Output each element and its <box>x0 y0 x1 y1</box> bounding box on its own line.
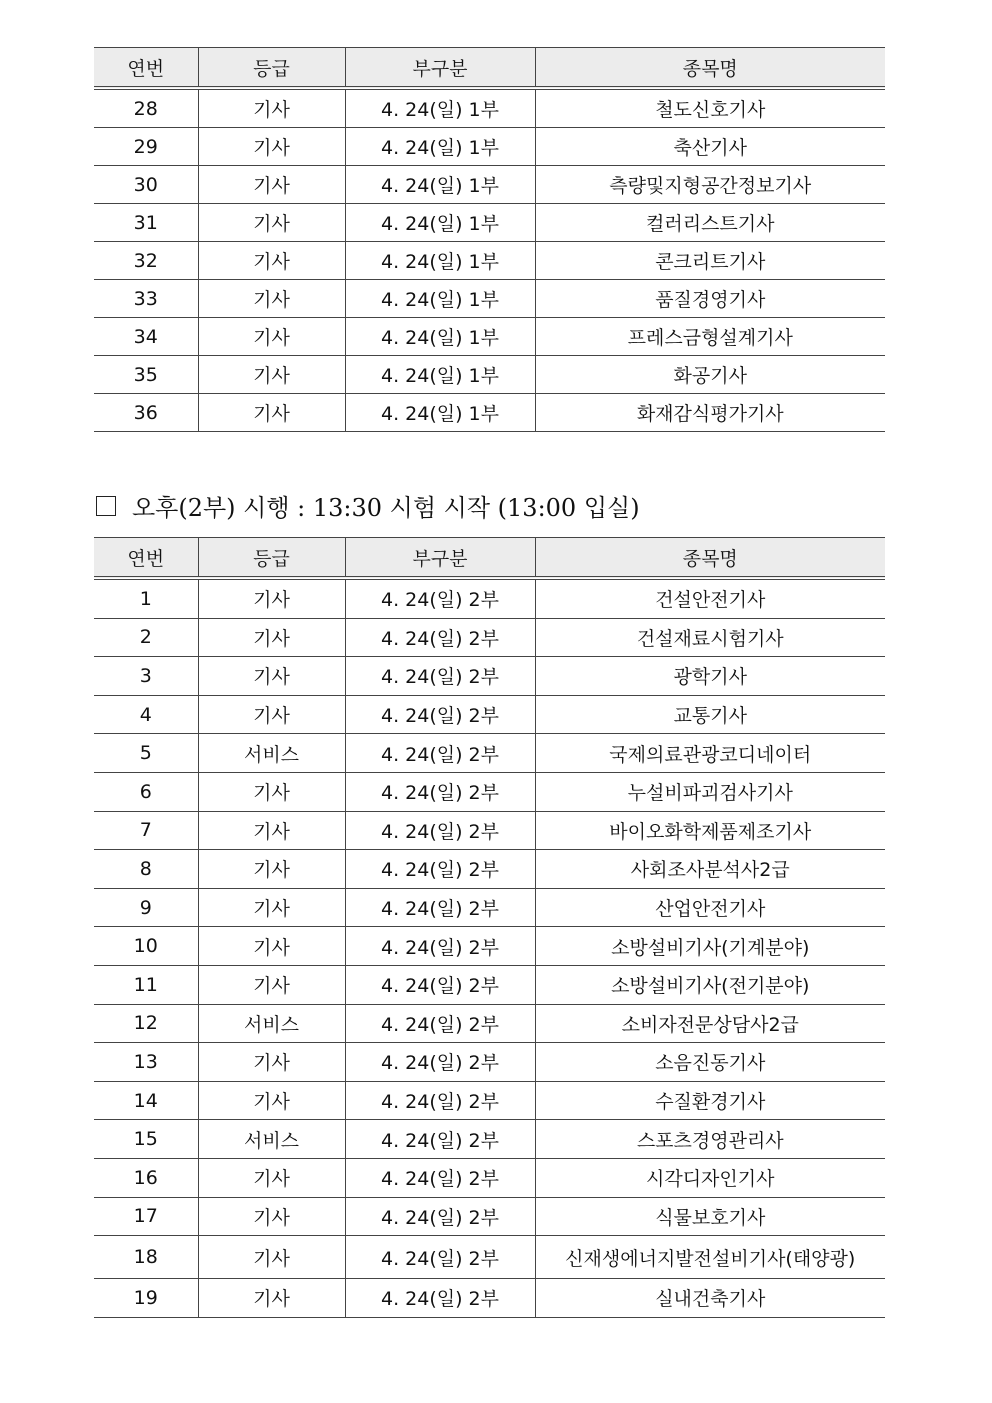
row-number: 3 <box>94 657 198 696</box>
table-row <box>94 927 885 966</box>
row-grade: 기사 <box>198 356 345 394</box>
row-session: 4. 24(일) 2부 <box>345 772 535 811</box>
row-number: 28 <box>94 88 198 128</box>
row-grade: 기사 <box>198 318 345 356</box>
table-row <box>94 1120 885 1159</box>
row-number: 8 <box>94 850 198 889</box>
row-subject: 측량및지형공간정보기사 <box>535 166 885 204</box>
row-subject: 콘크리트기사 <box>535 242 885 280</box>
afternoon-section-heading <box>96 488 640 523</box>
section-title-text: 오후(2부) 시행 : 13:30 시험 시작 (13:00 입실) <box>132 494 640 522</box>
row-grade: 기사 <box>198 242 345 280</box>
row-session: 4. 24(일) 1부 <box>345 88 535 128</box>
row-subject: 광학기사 <box>535 657 885 696</box>
row-session: 4. 24(일) 2부 <box>345 734 535 773</box>
table-row <box>94 394 885 432</box>
table-row <box>94 811 885 850</box>
row-session: 4. 24(일) 1부 <box>345 356 535 394</box>
row-number: 35 <box>94 356 198 394</box>
table-row <box>94 128 885 166</box>
row-session: 4. 24(일) 2부 <box>345 927 535 966</box>
row-number: 30 <box>94 166 198 204</box>
row-session: 4. 24(일) 2부 <box>345 1004 535 1043</box>
row-session: 4. 24(일) 1부 <box>345 204 535 242</box>
row-grade: 서비스 <box>198 1120 345 1159</box>
header-session: 부구분 <box>345 48 535 89</box>
row-session: 4. 24(일) 2부 <box>345 850 535 889</box>
row-subject: 국제의료관광코디네이터 <box>535 734 885 773</box>
row-session: 4. 24(일) 2부 <box>345 695 535 734</box>
row-subject: 시각디자인기사 <box>535 1158 885 1197</box>
header-subject: 종목명 <box>535 538 885 579</box>
row-number: 9 <box>94 888 198 927</box>
table-row <box>94 618 885 657</box>
row-subject: 소음진동기사 <box>535 1043 885 1082</box>
table-header-row <box>94 48 885 89</box>
row-number: 5 <box>94 734 198 773</box>
table-row <box>94 695 885 734</box>
row-session: 4. 24(일) 1부 <box>345 166 535 204</box>
table-row <box>94 1197 885 1236</box>
row-number: 11 <box>94 965 198 1004</box>
row-number: 36 <box>94 394 198 432</box>
header-number: 연번 <box>94 48 198 89</box>
row-subject: 소비자전문상담사2급 <box>535 1004 885 1043</box>
table-row <box>94 1043 885 1082</box>
table-row <box>94 280 885 318</box>
row-subject: 교통기사 <box>535 695 885 734</box>
row-grade: 기사 <box>198 657 345 696</box>
row-grade: 기사 <box>198 204 345 242</box>
row-session: 4. 24(일) 2부 <box>345 1158 535 1197</box>
afternoon-exam-table <box>94 537 885 1318</box>
row-number: 31 <box>94 204 198 242</box>
header-session: 부구분 <box>345 538 535 579</box>
row-number: 16 <box>94 1158 198 1197</box>
table-row <box>94 242 885 280</box>
row-subject: 사회조사분석사2급 <box>535 850 885 889</box>
row-number: 10 <box>94 927 198 966</box>
row-grade: 기사 <box>198 394 345 432</box>
header-subject: 종목명 <box>535 48 885 89</box>
row-subject: 신재생에너지발전설비기사(태양광) <box>535 1236 885 1279</box>
row-grade: 기사 <box>198 1197 345 1236</box>
row-number: 34 <box>94 318 198 356</box>
row-subject: 프레스금형설계기사 <box>535 318 885 356</box>
row-grade: 기사 <box>198 965 345 1004</box>
table-row <box>94 850 885 889</box>
table-row <box>94 734 885 773</box>
row-number: 14 <box>94 1081 198 1120</box>
row-subject: 품질경영기사 <box>535 280 885 318</box>
row-subject: 화공기사 <box>535 356 885 394</box>
morning-exam-table <box>94 47 885 432</box>
table-row <box>94 578 885 618</box>
table-row <box>94 88 885 128</box>
row-grade: 기사 <box>198 1158 345 1197</box>
row-grade: 서비스 <box>198 1004 345 1043</box>
row-session: 4. 24(일) 2부 <box>345 1279 535 1318</box>
row-session: 4. 24(일) 1부 <box>345 128 535 166</box>
row-number: 6 <box>94 772 198 811</box>
table-row <box>94 772 885 811</box>
row-grade: 기사 <box>198 695 345 734</box>
row-grade: 기사 <box>198 927 345 966</box>
row-subject: 누설비파괴검사기사 <box>535 772 885 811</box>
row-grade: 기사 <box>198 850 345 889</box>
row-grade: 기사 <box>198 1279 345 1318</box>
table-row <box>94 166 885 204</box>
row-subject: 컬러리스트기사 <box>535 204 885 242</box>
header-grade: 등급 <box>198 538 345 579</box>
row-session: 4. 24(일) 1부 <box>345 280 535 318</box>
afternoon-table-body <box>94 578 885 1317</box>
row-number: 15 <box>94 1120 198 1159</box>
row-grade: 기사 <box>198 888 345 927</box>
row-session: 4. 24(일) 1부 <box>345 394 535 432</box>
row-subject: 화재감식평가기사 <box>535 394 885 432</box>
row-subject: 식물보호기사 <box>535 1197 885 1236</box>
row-session: 4. 24(일) 2부 <box>345 618 535 657</box>
row-session: 4. 24(일) 2부 <box>345 1236 535 1279</box>
table-row <box>94 204 885 242</box>
row-number: 13 <box>94 1043 198 1082</box>
row-number: 7 <box>94 811 198 850</box>
row-grade: 기사 <box>198 1081 345 1120</box>
row-subject: 건설안전기사 <box>535 578 885 618</box>
table-row <box>94 965 885 1004</box>
row-session: 4. 24(일) 2부 <box>345 888 535 927</box>
row-number: 18 <box>94 1236 198 1279</box>
row-subject: 스포츠경영관리사 <box>535 1120 885 1159</box>
header-number: 연번 <box>94 538 198 579</box>
row-number: 2 <box>94 618 198 657</box>
row-subject: 실내건축기사 <box>535 1279 885 1318</box>
row-grade: 기사 <box>198 1236 345 1279</box>
row-subject: 철도신호기사 <box>535 88 885 128</box>
table-row <box>94 1081 885 1120</box>
row-number: 32 <box>94 242 198 280</box>
row-number: 12 <box>94 1004 198 1043</box>
row-grade: 기사 <box>198 88 345 128</box>
row-subject: 소방설비기사(전기분야) <box>535 965 885 1004</box>
row-number: 33 <box>94 280 198 318</box>
row-number: 1 <box>94 578 198 618</box>
row-subject: 산업안전기사 <box>535 888 885 927</box>
row-session: 4. 24(일) 1부 <box>345 318 535 356</box>
row-subject: 소방설비기사(기계분야) <box>535 927 885 966</box>
row-grade: 기사 <box>198 578 345 618</box>
row-grade: 기사 <box>198 772 345 811</box>
row-session: 4. 24(일) 2부 <box>345 1081 535 1120</box>
row-session: 4. 24(일) 2부 <box>345 657 535 696</box>
row-number: 19 <box>94 1279 198 1318</box>
row-number: 29 <box>94 128 198 166</box>
row-grade: 기사 <box>198 128 345 166</box>
checkbox-icon <box>96 496 116 516</box>
row-session: 4. 24(일) 1부 <box>345 242 535 280</box>
header-grade: 등급 <box>198 48 345 89</box>
row-session: 4. 24(일) 2부 <box>345 1043 535 1082</box>
table-row <box>94 356 885 394</box>
table-row <box>94 888 885 927</box>
table-row <box>94 1004 885 1043</box>
table-row <box>94 1158 885 1197</box>
table-row <box>94 318 885 356</box>
row-number: 17 <box>94 1197 198 1236</box>
row-session: 4. 24(일) 2부 <box>345 578 535 618</box>
row-grade: 기사 <box>198 618 345 657</box>
row-subject: 바이오화학제품제조기사 <box>535 811 885 850</box>
row-session: 4. 24(일) 2부 <box>345 1197 535 1236</box>
table-row <box>94 657 885 696</box>
table-row <box>94 1279 885 1318</box>
morning-table-body <box>94 88 885 432</box>
row-session: 4. 24(일) 2부 <box>345 965 535 1004</box>
row-grade: 기사 <box>198 166 345 204</box>
row-grade: 기사 <box>198 1043 345 1082</box>
row-session: 4. 24(일) 2부 <box>345 811 535 850</box>
row-grade: 기사 <box>198 280 345 318</box>
table-row <box>94 1236 885 1279</box>
row-subject: 축산기사 <box>535 128 885 166</box>
table-header-row <box>94 538 885 579</box>
row-number: 4 <box>94 695 198 734</box>
row-session: 4. 24(일) 2부 <box>345 1120 535 1159</box>
row-grade: 기사 <box>198 811 345 850</box>
row-grade: 서비스 <box>198 734 345 773</box>
row-subject: 수질환경기사 <box>535 1081 885 1120</box>
row-subject: 건설재료시험기사 <box>535 618 885 657</box>
